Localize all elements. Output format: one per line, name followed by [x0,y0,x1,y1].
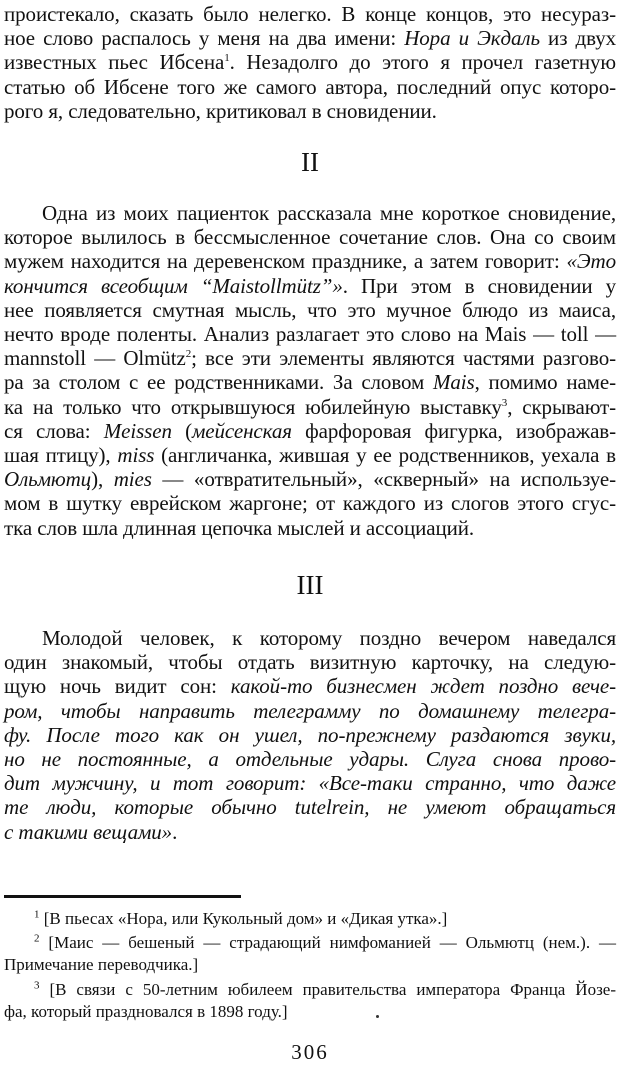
text-line [4,626,616,650]
text-run: один знакомый, чтобы отдать визитную карточку, на следую- [4,650,616,675]
text-run: щую ночь видит сон: [4,674,231,699]
text-line [4,2,616,26]
text-line [4,820,616,844]
italic-text: Нора и Экдаль [404,26,540,51]
section-heading-3: III [296,570,324,600]
text-run: [В пьесах «Нора, или Кукольный дом» и «Дикая утка».] [39,909,448,928]
text-run: [В связи с 50-летним юбилеем правительства императора Франца Йозе- [39,980,616,999]
text-line [4,516,616,540]
text-run: тка слов шла длинная цепочка мыслей и ассоциаций. [4,515,475,540]
text-line [4,419,616,443]
text-run: ра за столом с ее родственниками. За словом [4,370,433,395]
italic-text: mies [113,467,152,492]
text-line [4,723,616,747]
text-run: Одна из моих пациенток рассказала мне короткое сновидение, [42,201,616,225]
text-run: ка на только что открывшуюся юбилейную выставку [4,394,502,419]
text-line [4,274,616,298]
text-run: мужем находится на деревенском празднике, а затем говорит: [4,249,567,274]
text-run: проистекало, сказать было нелегко. В конце концов, это несураз- [4,2,616,26]
italic-text: какой-то бизнесмен ждет поздно вече- [230,674,617,699]
text-run: ся слова: [4,418,104,443]
text-run: нее появляется смутная мысль, что это мучное блюдо из маиса, [4,297,616,322]
text-run: фа, который праздновался в 1898 году.] [4,1001,288,1021]
text-line [4,201,616,225]
italic-text: Meissen [103,418,172,443]
text-run: ; все эти элементы являются частями разгово- [191,346,616,371]
page-mark [376,1015,379,1018]
italic-text: фу. После того как он ушел, по-прежнему раздаются звуки, [4,722,616,747]
text-run: (англичанка, жившая у ее родственников, уехала в [154,443,616,468]
text-run: . Незадолго до этого я прочел газетную [229,50,616,75]
text-run: ное слово распалось у меня на два имени: [4,26,405,51]
text-line [4,322,616,346]
footnote-ref: 2 [34,932,40,945]
footnote-line [4,1001,616,1023]
text-run: mannstoll — Olmütz [4,346,186,371]
text-run: . При этом в сновидении у [342,273,616,298]
text-line [4,467,616,491]
footnote-ref: 2 [185,348,192,361]
text-line [4,395,616,419]
footnote-line [4,932,616,954]
italic-text: кончится всеобщим “Maistollmütz”» [4,273,343,298]
footnote-line [4,979,616,1001]
italic-text: «Это [566,249,616,274]
text-line [4,225,616,249]
text-run: мом в шутку еврейском жаргоне; от каждого из слогов этого сгус- [4,491,616,516]
text-run: ( [171,418,192,443]
text-run: из двух [539,26,616,51]
text-line [4,99,616,123]
italic-text: мейсенская [192,418,292,443]
paragraph-2 [4,201,616,540]
footnote-ref: 3 [34,979,40,992]
text-line [4,747,616,771]
text-run: , помимо наме- [474,370,616,395]
footnote-line [4,908,616,930]
text-run: , скрывают- [507,394,617,419]
text-line [4,443,616,467]
footnote [4,979,616,1022]
text-line [4,249,616,273]
text-run: Молодой человек, к которому поздно вечером наведался [42,626,616,650]
text-run: известных пьес Ибсена [4,50,225,75]
text-line [4,370,616,394]
text-line [4,26,616,50]
text-run: рого я, следовательно, критиковал в сновидении. [4,98,437,123]
footnote-ref: 1 [224,52,230,65]
text-run: нечто вроде поленты. Анализ разлагает это слово на Mais — toll — [4,322,616,347]
text-line [4,650,616,674]
paragraph-1 [4,2,616,123]
footnote [4,932,616,975]
italic-text: но не постоянные, а отдельные удары. Слуга снова прово- [4,747,616,772]
text-line [4,771,616,795]
text-run: [Маис — бешеный — страдающий нимфоманией — Ольмютц (нем.). — [39,933,616,952]
italic-text: miss [117,443,155,468]
text-run: статью об Ибсене того же самого автора, последний опус которо- [4,74,616,99]
text-line [4,795,616,819]
italic-text: ром, чтобы направить телеграмму по домашнему телегра- [4,698,616,723]
text-run: . [172,819,178,844]
italic-text: с такими вещами» [4,819,173,844]
text-line [4,75,616,99]
text-run: фарфоровая фигурка, изображав- [291,418,617,443]
text-run: которое вылилось в бессмысленное сочетание слов. Она со своим [4,225,616,250]
text-line [4,50,616,74]
text-line [4,491,616,515]
text-run: ), [91,467,114,492]
text-line [4,346,616,370]
italic-text: Mais [432,370,475,395]
page-number: 306 [291,1040,329,1064]
footnote [4,908,616,930]
text-line [4,699,616,723]
text-run: шая птицу), [4,443,118,468]
text-run: Примечание переводчика.] [4,954,199,974]
footnote-divider [4,895,241,898]
italic-text: те люди, которые обычно tutelrein, не умеют обращаться [4,795,616,820]
footnote-ref: 3 [501,396,508,409]
italic-text: Ольмютц [4,467,92,492]
section-heading-2: II [301,147,319,177]
footnote-line [4,954,616,976]
paragraph-3 [4,626,616,844]
italic-text: дит мужчину, и тот говорит: «Все-таки странно, что даже [4,771,616,796]
text-run: — «отвратительный», «скверный» на используе- [151,467,616,492]
text-line [4,298,616,322]
text-line [4,674,616,698]
footnote-ref: 1 [34,908,40,921]
